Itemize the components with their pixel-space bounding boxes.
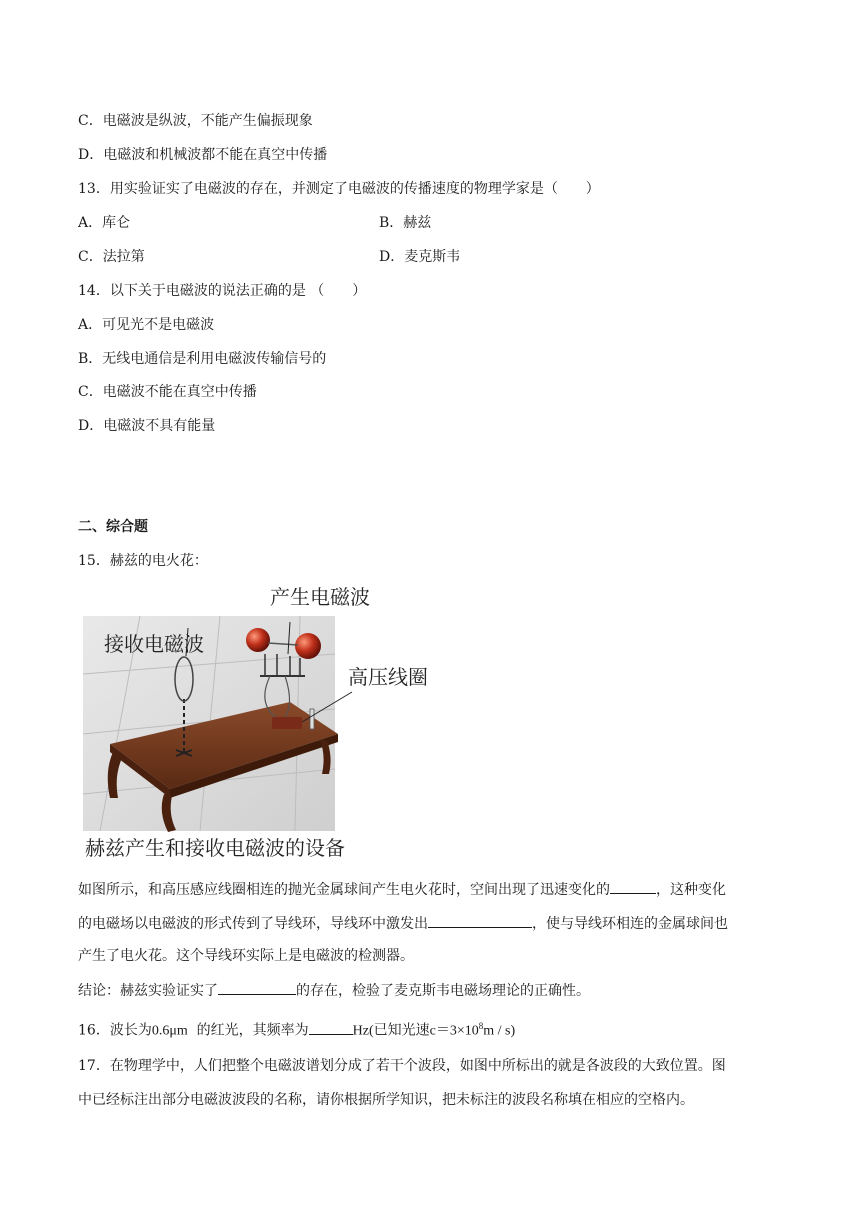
q15-stem: 15．赫兹的电火花： xyxy=(78,553,208,569)
q14-option-a: A．可见光不是电磁波 xyxy=(78,317,215,333)
hertz-apparatus-image xyxy=(80,584,440,864)
q13-option-d: D．麦克斯韦 xyxy=(379,249,461,265)
section-title: 二、综合题 xyxy=(78,519,148,535)
blank-4[interactable] xyxy=(309,1020,353,1035)
q13-stem: 13．用实验证实了电磁波的存在，并测定了电磁波的传播速度的物理学家是（ ） xyxy=(78,181,600,197)
blank-2[interactable] xyxy=(428,913,532,928)
q14-option-d: D．电磁波不具有能量 xyxy=(78,418,216,434)
label-receive-wave: 接收电磁波 xyxy=(104,634,204,656)
blank-3[interactable] xyxy=(218,980,296,995)
hertz-apparatus-figure xyxy=(80,584,440,864)
q14-option-c: C．电磁波不能在真空中传播 xyxy=(78,384,257,400)
wavelength-value: 0.6μm xyxy=(151,1023,188,1039)
q13-option-c: C．法拉第 xyxy=(78,249,145,265)
q15-conclusion: 结论：赫兹实验证实了 的存在，检验了麦克斯韦电磁场理论的正确性。 xyxy=(78,980,590,1001)
q14-stem: 14．以下关于电磁波的说法正确的是 （ ） xyxy=(78,283,367,299)
q15-paragraph-line-1: 如图所示，和高压感应线圈相连的抛光金属球间产生电火花时，空间出现了迅速变化的 ，这种变化 xyxy=(78,879,726,900)
label-produce-wave: 产生电磁波 xyxy=(270,587,370,609)
q16-stem: 16．波长为0.6μm 的红光，其频率为 Hz(已知光速$c=3\times 10^8m / s$) xyxy=(78,1021,516,1039)
q15-paragraph-line-3: 产生了电火花。这个导线环实际上是电磁波的检测器。 xyxy=(78,948,414,964)
q13-option-a: A．库仑 xyxy=(78,215,131,231)
q12-option-c: C．电磁波是纵波，不能产生偏振现象 xyxy=(78,113,313,129)
q13-option-b: B．赫兹 xyxy=(379,215,432,231)
q14-option-b: B．无线电通信是利用电磁波传输信号的 xyxy=(78,351,327,367)
q12-option-d: D．电磁波和机械波都不能在真空中传播 xyxy=(78,147,328,163)
figure-caption: 赫兹产生和接收电磁波的设备 xyxy=(85,838,345,860)
label-high-voltage-coil: 高压线圈 xyxy=(348,667,428,689)
blank-1[interactable] xyxy=(610,879,656,894)
q15-paragraph-line-2: 的电磁场以电磁波的形式传到了导线环，导线环中激发出 ，使与导线环相连的金属球间也 xyxy=(78,913,728,934)
q17-line-2: 中已经标注出部分电磁波波段的名称，请你根据所学知识，把未标注的波段名称填在相应的空格内。 xyxy=(78,1092,694,1108)
q17-line-1: 17．在物理学中，人们把整个电磁波谱划分成了若干个波段，如图中所标出的就是各波段的大致位置。图 xyxy=(78,1058,726,1074)
